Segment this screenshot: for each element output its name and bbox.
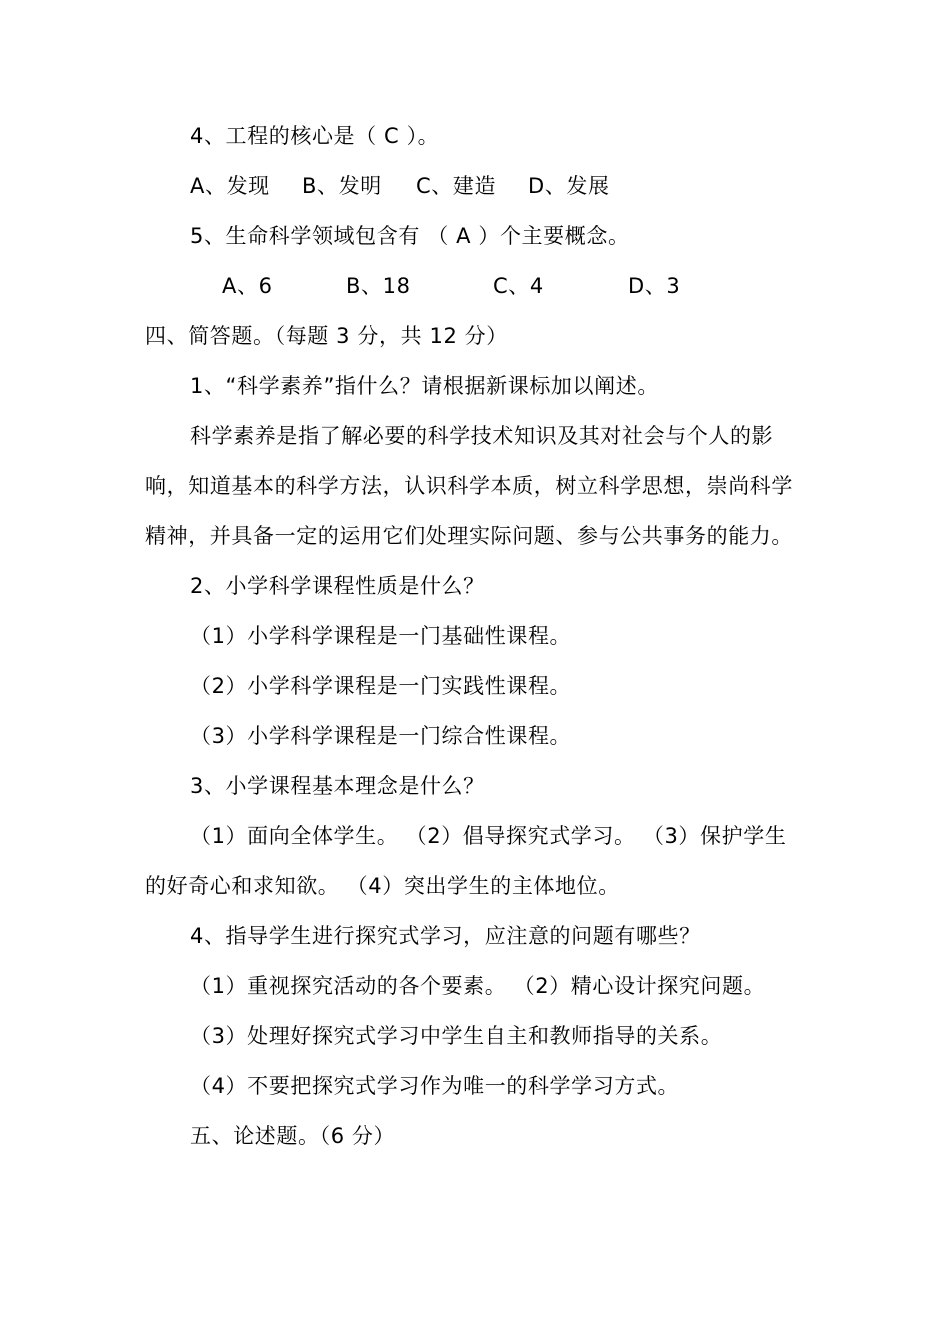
- short-answer-1-answer-line: 科学素养是指了解必要的科学技术知识及其对社会与个人的影: [190, 424, 774, 448]
- short-answer-3-answer-line: 的好奇心和求知欲。 （4）突出学生的主体地位。: [145, 874, 620, 898]
- option-c: C、建造: [416, 174, 497, 198]
- short-answer-2-question: 2、小学科学课程性质是什么？: [190, 574, 485, 598]
- option-a: A、6: [222, 274, 273, 298]
- section-5-title: 五、论述题。（6 分）: [190, 1124, 396, 1148]
- question-5: 5、生命科学领域包含有 （ A ）个主要概念。: [190, 224, 630, 248]
- option-d: D、3: [628, 274, 681, 298]
- option-b: B、发明: [302, 174, 382, 198]
- option-b: B、18: [346, 274, 411, 298]
- option-c: C、4: [493, 274, 544, 298]
- question-4: 4、工程的核心是（ C ）。: [190, 124, 440, 148]
- short-answer-4-answer: （3）处理好探究式学习中学生自主和教师指导的关系。: [190, 1024, 723, 1048]
- section-4-title: 四、简答题。（每题 3 分，共 12 分）: [145, 324, 508, 348]
- option-a: A、发现: [190, 174, 270, 198]
- short-answer-1-answer-line: 响，知道基本的科学方法，认识科学本质，树立科学思想，崇尚科学: [145, 474, 793, 498]
- short-answer-3-question: 3、小学课程基本理念是什么？: [190, 774, 485, 798]
- short-answer-3-answer-line: （1）面向全体学生。 （2）倡导探究式学习。 （3）保护学生: [190, 824, 787, 848]
- short-answer-2-answer: （1）小学科学课程是一门基础性课程。: [190, 624, 572, 648]
- short-answer-4-answer: （4）不要把探究式学习作为唯一的科学学习方式。: [190, 1074, 680, 1098]
- short-answer-1-answer-line: 精神，并具备一定的运用它们处理实际问题、参与公共事务的能力。: [145, 524, 793, 548]
- short-answer-4-question: 4、指导学生进行探究式学习，应注意的问题有哪些？: [190, 924, 701, 948]
- short-answer-2-answer: （3）小学科学课程是一门综合性课程。: [190, 724, 572, 748]
- short-answer-1-question: 1、“科学素养”指什么？请根据新课标加以阐述。: [190, 374, 659, 398]
- option-d: D、发展: [528, 174, 610, 198]
- short-answer-4-answer: （1）重视探究活动的各个要素。 （2）精心设计探究问题。: [190, 974, 766, 998]
- short-answer-2-answer: （2）小学科学课程是一门实践性课程。: [190, 674, 572, 698]
